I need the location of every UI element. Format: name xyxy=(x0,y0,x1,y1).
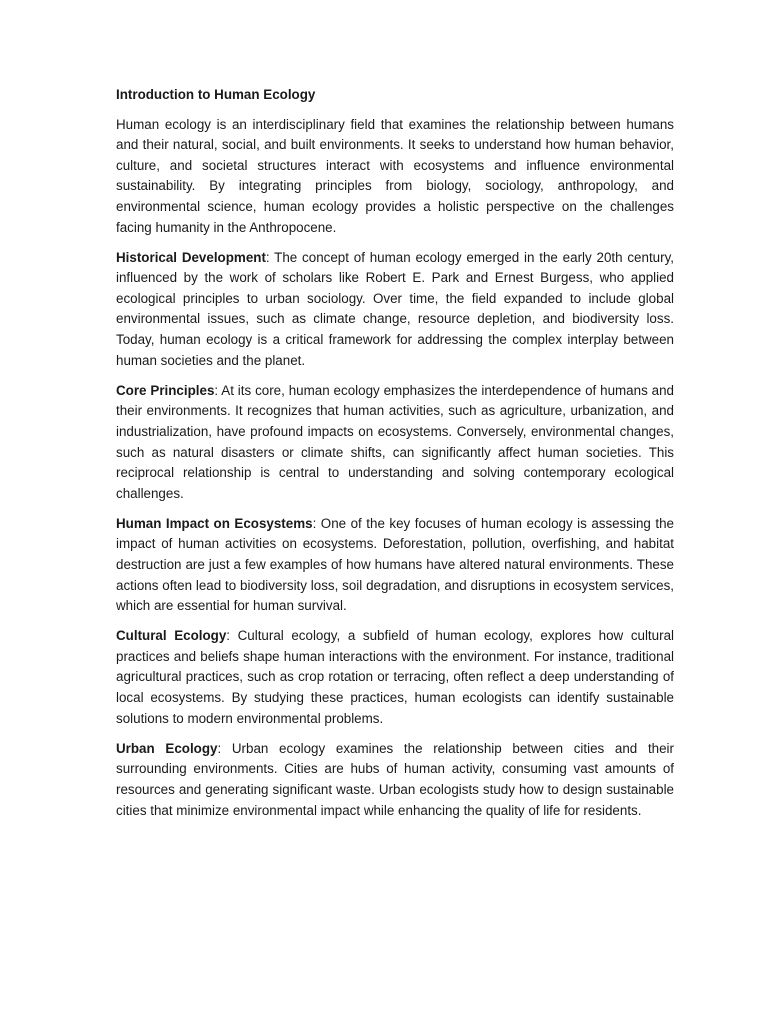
section-body: : At its core, human ecology emphasizes the interdependence of humans and their environments. It recognizes that human activities, such as agriculture, urbanization, and industrialization, have profound impacts on ecosystems. Conversely, environmental changes, such as natural disasters or climate shifts, can significantly affect human societies. This reciprocal relationship is central to understanding and solving contemporary ecological challenges. xyxy=(116,382,674,501)
section-body: : Urban ecology examines the relationship between cities and their surrounding environments. Cities are hubs of human activity, consuming vast amounts of resources and generating significant waste. Urban ecologists study how to design sustainable cities that minimize environmental impact while enhancing the quality of life for residents. xyxy=(116,740,674,818)
section-body: : Cultural ecology, a subfield of human ecology, explores how cultural practices and beliefs shape human interactions with the environment. For instance, traditional agricultural practices, such as crop rotation or terracing, often reflect a deep understanding of local ecosystems. By studying these practices, human ecologists can identify sustainable solutions to modern environmental problems. xyxy=(116,628,674,726)
section-body: : One of the key focuses of human ecology is assessing the impact of human activities on ecosystems. Deforestation, pollution, overfishing, and habitat destruction are just a few examples of how humans have altered natural environments. These actions often lead to biodiversity loss, soil degradation, and disruptions in ecosystem services, which are essential for human survival. xyxy=(116,515,674,614)
section-human-impact xyxy=(116,514,674,617)
section-heading: Historical Development xyxy=(116,249,266,265)
section-heading: Cultural Ecology xyxy=(116,628,227,644)
section-heading: Core Principles xyxy=(116,382,215,398)
section-body: : The concept of human ecology emerged in the early 20th century, influenced by the work of scholars like Robert E. Park and Ernest Burgess, who applied ecological principles to urban sociology. Over time, the field expanded to include global environmental issues, such as climate change, resource depletion, and biodiversity loss. Today, human ecology is a critical framework for addressing the complex interplay between human societies and the planet. xyxy=(116,249,674,368)
section-urban-ecology xyxy=(116,739,674,821)
section-core-principles xyxy=(116,381,674,505)
section-cultural-ecology xyxy=(116,626,674,729)
intro-paragraph: Human ecology is an interdisciplinary field that examines the relationship between humans and their natural, social, and built environments. It seeks to understand how human behavior, culture, and societal structures interact with ecosystems and influence environmental sustainability. By integrating principles from biology, sociology, anthropology, and environmental science, human ecology provides a holistic perspective on the challenges facing humanity in the Anthropocene. xyxy=(116,116,674,235)
section-historical-development xyxy=(116,248,674,372)
document-page xyxy=(116,85,674,831)
section-heading: Urban Ecology xyxy=(116,740,218,756)
document-title: Introduction to Human Ecology xyxy=(116,87,316,102)
section-heading: Human Impact on Ecosystems xyxy=(116,515,313,531)
